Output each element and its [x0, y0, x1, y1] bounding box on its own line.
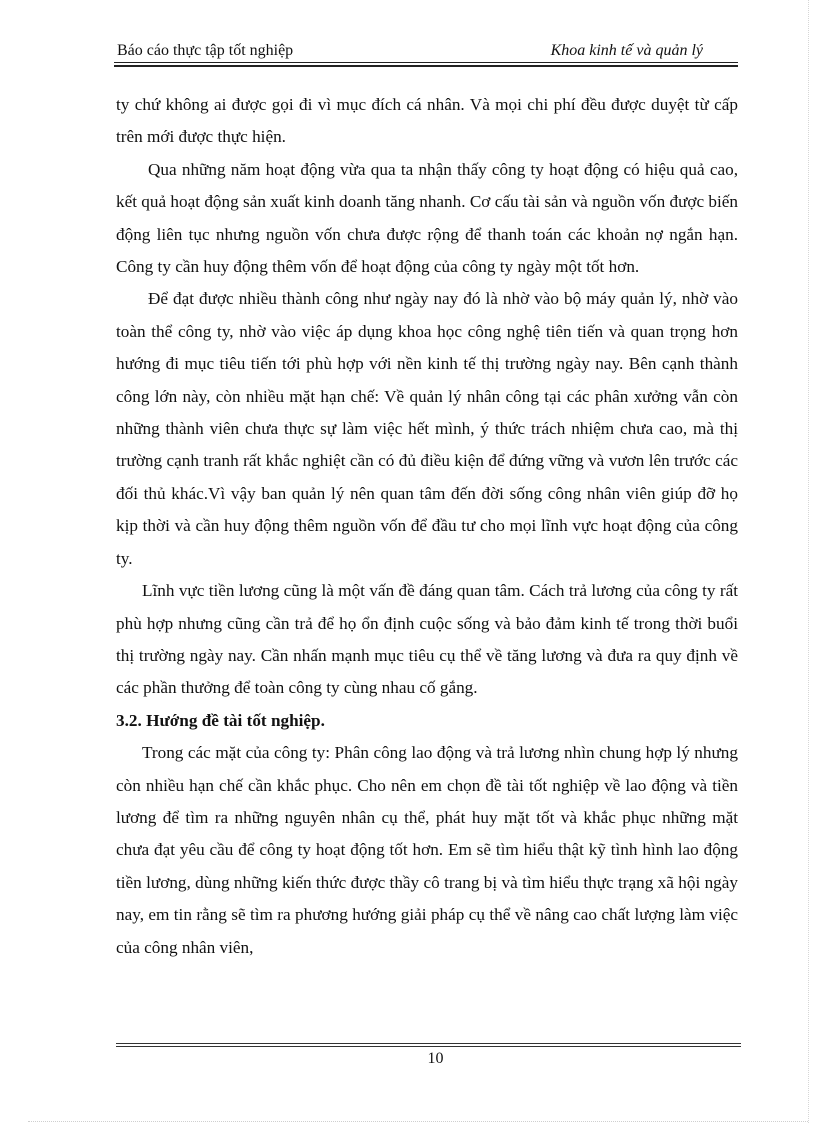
page-number: 10 — [427, 1050, 444, 1067]
document-body — [116, 89, 738, 964]
header-faculty: Khoa kinh tế và quản lý — [550, 42, 703, 59]
header-report-title: Báo cáo thực tập tốt nghiệp — [117, 42, 294, 59]
page-header — [114, 39, 737, 63]
footer-rule-top — [116, 1043, 741, 1044]
header-rule-thick — [114, 65, 738, 67]
header-rule-thin — [114, 62, 738, 63]
paragraph-thesis-direction: Trong các mặt của công ty: Phân công lao động và trả lương nhìn chung hợp lý nhưng còn nhiều hạn chế cần khắc phục. Cho nên em chọn đề tài tốt nghiệp về lao động và tiền lương để tìm ra những nguyên nhân cụ thể, phát huy mặt tốt và khắc phục những mặt chưa đạt yêu cầu để công ty hoạt động tốt hơn. Em sẽ tìm hiểu thật kỹ tình hình lao động tiền lương, dùng những kiến thức được thầy cô trang bị và tìm hiểu thực trạng xã hội ngày nay, em tin rằng sẽ tìm ra phương hướng giải pháp cụ thể về nâng cao chất lượng làm việc của công nhân viên, — [116, 743, 738, 957]
paragraph-performance: Qua những năm hoạt động vừa qua ta nhận thấy công ty hoạt động có hiệu quả cao, kết quả hoạt động sản xuất kinh doanh tăng nhanh. Cơ cấu tài sản và nguồn vốn được biến động liên tục nhưng nguồn vốn chưa được rộng để thanh toán các khoản nợ ngắn hạn. Công ty cần huy động thêm vốn để hoạt động của công ty ngày một tốt hơn. — [116, 159, 738, 277]
section-heading: 3.2. Hướng đề tài tốt nghiệp. — [116, 710, 325, 730]
page-right-edge — [808, 0, 809, 1123]
paragraph-achievements: Để đạt được nhiều thành công như ngày nay đó là nhờ vào bộ máy quản lý, nhờ vào toàn thể công ty, nhờ vào việc áp dụng khoa học công nghệ tiên tiến và quan trọng hơn hướng đi mục tiêu tiến tới phù hợp với nền kinh tế thị trường ngày nay. Bên cạnh thành công lớn này, còn nhiều mặt hạn chế: Về quản lý nhân công tại các phân xưởng vẫn còn những thành viên chưa thực sự làm việc hết mình, ý thức trách nhiệm chưa cao, mà thị trường cạnh tranh rất khắc nghiệt cần có đủ điều kiện để đứng vững và vươn lên trước các đối thủ khác.Vì vậy ban quản lý nên quan tâm đến đời sống công nhân viên giúp đỡ họ kịp thời và cần huy động thêm nguồn vốn để đầu tư cho mọi lĩnh vực hoạt động của công ty. — [116, 289, 738, 568]
paragraph-continued: ty chứ không ai được gọi đi vì mục đích cá nhân. Và mọi chi phí đều được duyệt từ cấp trên mới được thực hiện. — [116, 95, 738, 147]
paragraph-wages: Lĩnh vực tiền lương cũng là một vấn đề đáng quan tâm. Cách trả lương của công ty rất phù hợp nhưng cũng cần trả để họ ổn định cuộc sống và bảo đảm kinh tế trong thời buổi thị trường ngày nay. Cần nhấn mạnh mục tiêu cụ thể về tăng lương và đưa ra quy định về các phần thưởng để toàn công ty cùng nhau cố gắng. — [116, 581, 738, 698]
page-bottom-edge — [28, 1121, 808, 1122]
footer-rule-bottom — [116, 1046, 741, 1047]
